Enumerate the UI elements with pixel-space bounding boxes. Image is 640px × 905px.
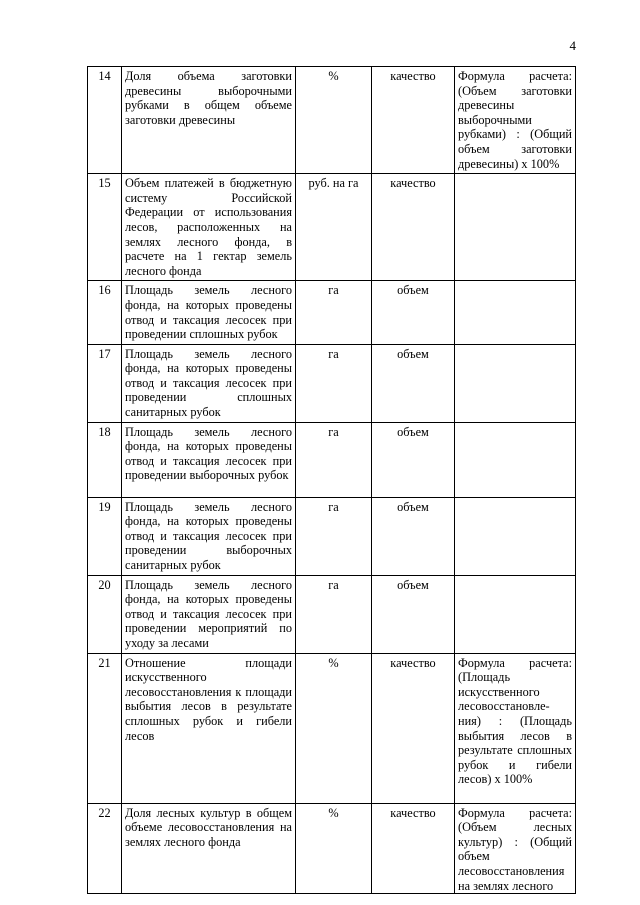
calculation-formula (455, 344, 576, 422)
indicator-name: Площадь земель лесного фонда, на которых проведены отвод и таксация лесосек при проведении сплошных санитарных рубок (122, 344, 296, 422)
indicator-type: качество (372, 653, 455, 803)
unit-of-measure: га (296, 422, 372, 497)
unit-of-measure: % (296, 653, 372, 803)
indicator-type: качество (372, 67, 455, 174)
unit-of-measure: руб. на га (296, 174, 372, 281)
indicator-name: Площадь земель лесного фонда, на которых проведены отвод и таксация лесосек при проведении выборочных рубок (122, 422, 296, 497)
table-row (88, 653, 576, 803)
calculation-formula (455, 174, 576, 281)
table-row (88, 575, 576, 653)
row-number: 20 (88, 575, 122, 653)
indicator-name: Площадь земель лесного фонда, на которых проведены отвод и таксация лесосек при проведении сплошных рубок (122, 281, 296, 344)
table-row (88, 803, 576, 894)
table-row (88, 497, 576, 575)
row-number: 19 (88, 497, 122, 575)
row-number: 14 (88, 67, 122, 174)
row-number: 22 (88, 803, 122, 894)
calculation-formula: Формула расчета: (Площадь искусственного лесовосстановле-ния) : (Площадь выбытия лесов в результате сплошных рубок и гибели лесов) х 100% (455, 653, 576, 803)
calculation-formula: Формула расчета: (Объем заготовки древесины выборочными рубками) : (Общий объем заготовки древесины) х 100% (455, 67, 576, 174)
unit-of-measure: % (296, 67, 372, 174)
page-number: 4 (569, 38, 576, 53)
indicator-name: Площадь земель лесного фонда, на которых проведены отвод и таксация лесосек при проведении выборочных санитарных рубок (122, 497, 296, 575)
indicator-name: Объем платежей в бюджетную систему Российской Федерации от использования лесов, расположенных на землях лесного фонда, в расчете на 1 гектар земель лесного фонда (122, 174, 296, 281)
calculation-formula (455, 422, 576, 497)
unit-of-measure: га (296, 344, 372, 422)
indicator-name: Доля лесных культур в общем объеме лесовосстановления на землях лесного фонда (122, 803, 296, 894)
indicator-name: Отношение площади искусственного лесовосстановления к площади выбытия лесов в результате сплошных рубок и гибели лесов (122, 653, 296, 803)
table-row (88, 67, 576, 174)
calculation-formula (455, 575, 576, 653)
table-row (88, 281, 576, 344)
indicator-type: объем (372, 344, 455, 422)
indicator-type: качество (372, 174, 455, 281)
indicator-type: объем (372, 281, 455, 344)
table-row (88, 174, 576, 281)
indicator-type: качество (372, 803, 455, 894)
indicator-type: объем (372, 575, 455, 653)
row-number: 18 (88, 422, 122, 497)
indicator-name: Площадь земель лесного фонда, на которых проведены отвод и таксация лесосек при проведении мероприятий по уходу за лесами (122, 575, 296, 653)
indicators-table (87, 66, 576, 894)
row-number: 16 (88, 281, 122, 344)
calculation-formula (455, 497, 576, 575)
calculation-formula: Формула расчета: (Объем лесных культур) : (Общий объем лесовосстановления на землях лесного (455, 803, 576, 894)
indicator-type: объем (372, 422, 455, 497)
table-row (88, 422, 576, 497)
unit-of-measure: га (296, 497, 372, 575)
indicator-name: Доля объема заготовки древесины выборочными рубками в общем объеме заготовки древесины (122, 67, 296, 174)
row-number: 21 (88, 653, 122, 803)
indicator-type: объем (372, 497, 455, 575)
row-number: 15 (88, 174, 122, 281)
unit-of-measure: % (296, 803, 372, 894)
unit-of-measure: га (296, 575, 372, 653)
row-number: 17 (88, 344, 122, 422)
table-row (88, 344, 576, 422)
calculation-formula (455, 281, 576, 344)
unit-of-measure: га (296, 281, 372, 344)
